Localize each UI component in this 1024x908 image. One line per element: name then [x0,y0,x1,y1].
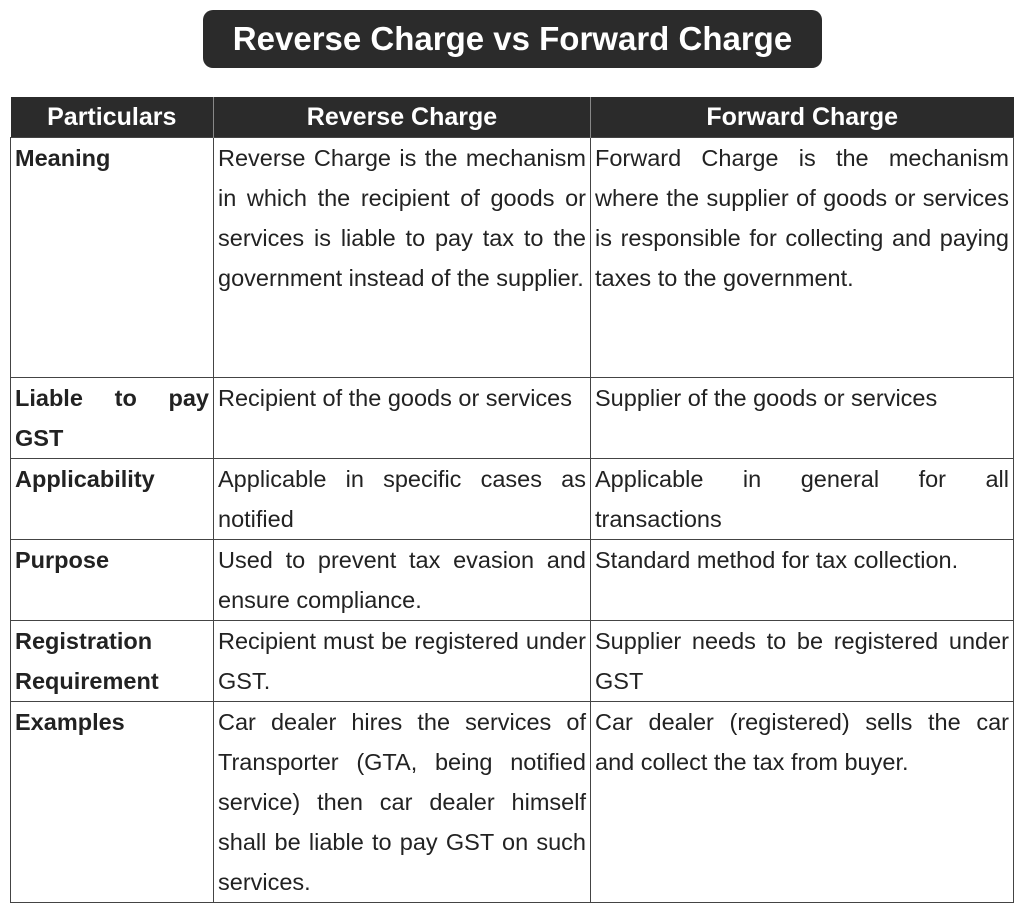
comparison-table [10,97,1014,903]
row-label: Liable to pay GST [11,378,214,459]
forward-cell: Applicable in general for all transactions [591,459,1014,540]
row-label: Examples [11,702,214,903]
table-row [11,702,1014,903]
forward-cell: Standard method for tax collection. [591,540,1014,621]
row-label: Purpose [11,540,214,621]
table-row [11,540,1014,621]
reverse-cell: Applicable in specific cases as notified [214,459,591,540]
forward-cell: Forward Charge is the mechanism where the supplier of goods or services is responsible for collecting and paying taxes to the government. [591,138,1014,378]
page-title: Reverse Charge vs Forward Charge [203,10,822,68]
header-reverse-charge: Reverse Charge [214,97,591,138]
reverse-cell: Used to prevent tax evasion and ensure compliance. [214,540,591,621]
reverse-cell: Car dealer hires the services of Transporter (GTA, being notified service) then car dealer himself shall be liable to pay GST on such services. [214,702,591,903]
forward-cell: Supplier needs to be registered under GST [591,621,1014,702]
header-forward-charge: Forward Charge [591,97,1014,138]
row-label: Registration Requirement [11,621,214,702]
table-row [11,621,1014,702]
header-particulars: Particulars [11,97,214,138]
forward-cell: Car dealer (registered) sells the car and collect the tax from buyer. [591,702,1014,903]
table-row [11,138,1014,378]
table-row [11,459,1014,540]
table-row [11,378,1014,459]
row-label: Applicability [11,459,214,540]
reverse-cell: Recipient of the goods or services [214,378,591,459]
reverse-cell: Recipient must be registered under GST. [214,621,591,702]
table-header-row [11,97,1014,138]
forward-cell: Supplier of the goods or services [591,378,1014,459]
reverse-cell: Reverse Charge is the mechanism in which the recipient of goods or services is liable to pay tax to the government instead of the supplier. [214,138,591,378]
row-label: Meaning [11,138,214,378]
